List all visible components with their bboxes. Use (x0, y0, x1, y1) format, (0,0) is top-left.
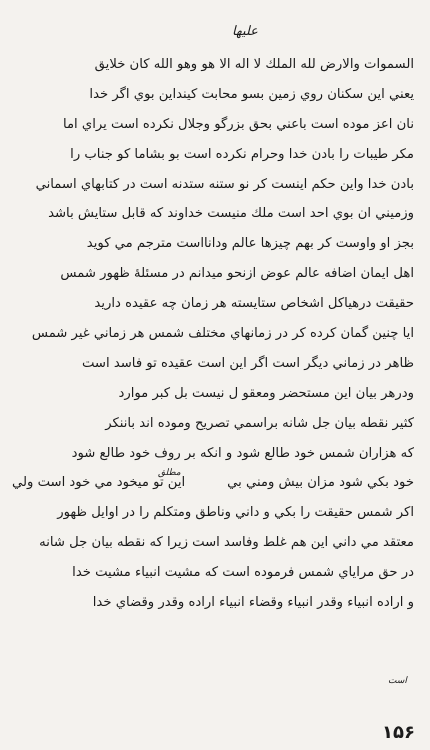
interlinear-note: مطلق (158, 468, 181, 478)
text-line: و اراده انبياء وقدر انبياء وقضاء انبياء اراده وقدر وقضاي خدا (92, 595, 414, 611)
text-line: يعني اين سكنان روي زمين بسو محابت كينداين بوي اگر خدا (89, 86, 414, 102)
text-line: مكر طيبات را بادن خدا وحرام نكرده است بو بشاما كو جناب را (70, 146, 414, 162)
text-line: اكر شمس حقيقت را بكي و داني وناطق ومتكلم را در اوايل ظهور (57, 505, 414, 521)
text-line: ايا چنين گمان كرده كر در زمانهاي مختلف شمس هر زماني غير شمس (31, 326, 414, 342)
text-line: اهل ايمان اضافه عالم عوض ازنحو ميدانم در مسئلهٔ ظهور شمس (60, 266, 414, 282)
two-column-line (12, 468, 414, 498)
two-column-left: اين تو ميخود مي خود است ولي (12, 475, 186, 491)
text-line: حقيقت درهياكل اشخاص ستايسته هر زمان چه عقيده داريد (94, 296, 414, 312)
text-line: ظاهر در زماني ديگر است اگر اين است عقيده تو فاسد است (81, 355, 414, 371)
two-column-right: خود بكي شود مزان بيش ومني بي (227, 475, 414, 491)
text-line: نان اعز موده است باعني بحق بزرگو وجلال نكرده است يراي اما (62, 116, 414, 132)
text-line: معتقد مي داني اين هم غلط وفاسد است زيرا كه نقطه بيان جل شانه (39, 535, 414, 551)
header-note: علیها (232, 24, 258, 39)
text-line: السموات والارض لله الملك لا اله الا هو وهو الله كان خلايق (94, 57, 414, 72)
interlinear-note: است (388, 676, 407, 686)
text-line: ودرهر بيان اين مستحضر ومعقو ل نيست بل كبر موارد (118, 385, 414, 401)
text-line: بادن خدا واين حكم اينست كر نو ستنه ستدنه است در كتابهاي اسماني (35, 176, 414, 192)
page-number: ۱۵۶ (382, 722, 415, 743)
text-line: وزميني ان بوي احد است ملك منيست خداوند كه قابل ستايش باشد (48, 206, 414, 222)
text-line: كثير نقطه بيان جل شانه براسمي تصريح وموده اند باننكر (105, 415, 414, 431)
text-line: در حق مراياي شمس فرموده است كه مشيت انبياء مشيت خدا (72, 565, 414, 581)
text-block (12, 50, 414, 618)
text-line: بجز او واوست كر بهم چيزها عالم ودانااست مترجم مي كويد (86, 236, 414, 252)
text-line: كه هزاران شمس خود طالع شود و انكه بر روف خود طالع شود (71, 445, 414, 461)
